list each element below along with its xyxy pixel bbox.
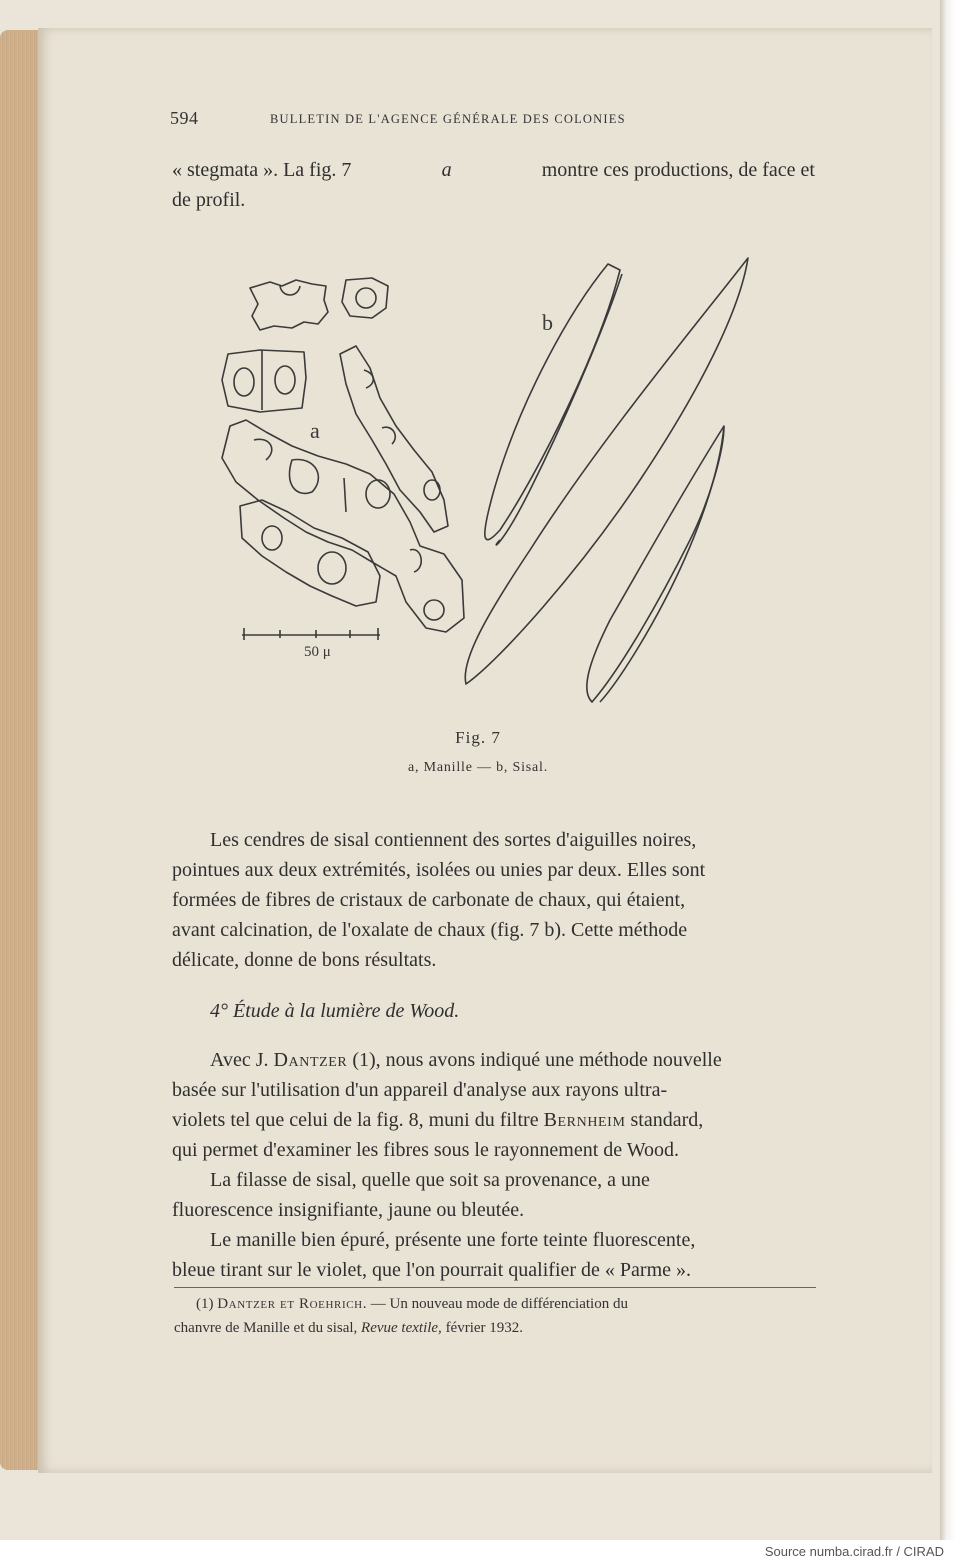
- figure-caption: Fig. 7: [455, 728, 501, 747]
- paragraph2-line-1: Avec J. Dantzer (1), nous avons indiqué une méthode nouvelle: [210, 1049, 722, 1071]
- paragraph3-line: fluorescence insignifiante, jaune ou bleutée.: [172, 1199, 525, 1221]
- footnote-rule: [174, 1287, 816, 1288]
- source-credit: Source numba.cirad.fr / CIRAD: [764, 1544, 944, 1559]
- footnote-marker: (1): [196, 1296, 214, 1312]
- sisal-needle-1: [485, 264, 620, 540]
- section-heading: 4° Étude à la lumière de Wood.: [210, 1000, 460, 1022]
- paragraph-manila-fluorescence: [172, 1225, 815, 1285]
- paragraph1-line: avant calcination, de l'oxalate de chaux (fig. 7 b). Cette méthode: [172, 919, 688, 941]
- footnote-authors: Dantzer et Roehrich.: [217, 1296, 368, 1312]
- paragraph1-line: formées de fibres de cristaux de carbonate de chaux, qui étaient,: [172, 889, 686, 911]
- running-title: BULLETIN DE L'AGENCE GÉNÉRALE DES COLONIES: [270, 112, 626, 126]
- manila-cell-chain-1: [340, 346, 448, 532]
- paragraph4-line: Le manille bien épuré, présente une forte teinte fluorescente,: [210, 1229, 696, 1251]
- book-page-edges: [0, 30, 40, 1470]
- page-number: 594: [170, 108, 199, 128]
- paragraph1-line: pointues aux deux extrémités, isolées ou unies par deux. Elles sont: [172, 859, 706, 881]
- paragraph1-line: délicate, donne de bons résultats.: [172, 949, 437, 971]
- scale-bar-label: 50 μ: [304, 644, 331, 660]
- fiber-cells-illustration: [200, 250, 770, 720]
- sisal-needle-2: [496, 274, 622, 545]
- filter-name: Bernheim: [543, 1109, 626, 1131]
- manila-cell-2: [342, 278, 388, 318]
- intro-line-2: de profil.: [172, 189, 246, 211]
- intro-paragraph: [172, 155, 815, 215]
- footnote: [174, 1292, 816, 1340]
- sisal-needle-3: [465, 258, 748, 684]
- figure-subcaption: a, Manille — b, Sisal.: [407, 760, 549, 775]
- paragraph-sisal-ashes: [172, 825, 815, 975]
- figure-7-drawing: [200, 250, 770, 720]
- paragraph3-line: La filasse de sisal, quelle que soit sa provenance, a une: [210, 1169, 650, 1191]
- footnote-line-1: (1) Dantzer et Roehrich. — Un nouveau mode de différenciation du: [196, 1296, 628, 1312]
- paragraph1-line: Les cendres de sisal contiennent des sortes d'aiguilles noires,: [210, 829, 697, 851]
- running-head: [170, 108, 820, 132]
- intro-line-1: « stegmata ». La fig. 7 a montre ces productions, de face et: [172, 159, 815, 181]
- paragraph4-line: bleue tirant sur le violet, que l'on pourrait qualifier de « Parme ».: [172, 1259, 692, 1281]
- manila-cell-1: [250, 280, 328, 330]
- author-name: Dantzer: [273, 1049, 348, 1071]
- figure-label-b: b: [542, 310, 553, 335]
- figure-label-a: a: [310, 418, 320, 443]
- paragraph2-line-3: violets tel que celui de la fig. 8, muni du filtre Bernheim standard,: [172, 1109, 704, 1131]
- footnote-line-2: chanvre de Manille et du sisal, Revue textile, février 1932.: [174, 1320, 524, 1336]
- paragraph-wood-light: [172, 1045, 815, 1165]
- paragraph-sisal-fluorescence: [172, 1165, 815, 1225]
- footnote-journal: Revue textile,: [361, 1320, 442, 1336]
- sisal-needle-4: [587, 426, 724, 702]
- paragraph2-line-4: qui permet d'examiner les fibres sous le rayonnement de Wood.: [172, 1139, 680, 1161]
- manila-cell-chain-3: [240, 500, 380, 606]
- paragraph2-line-2: basée sur l'utilisation d'un appareil d'analyse aux rayons ultra-: [172, 1079, 668, 1101]
